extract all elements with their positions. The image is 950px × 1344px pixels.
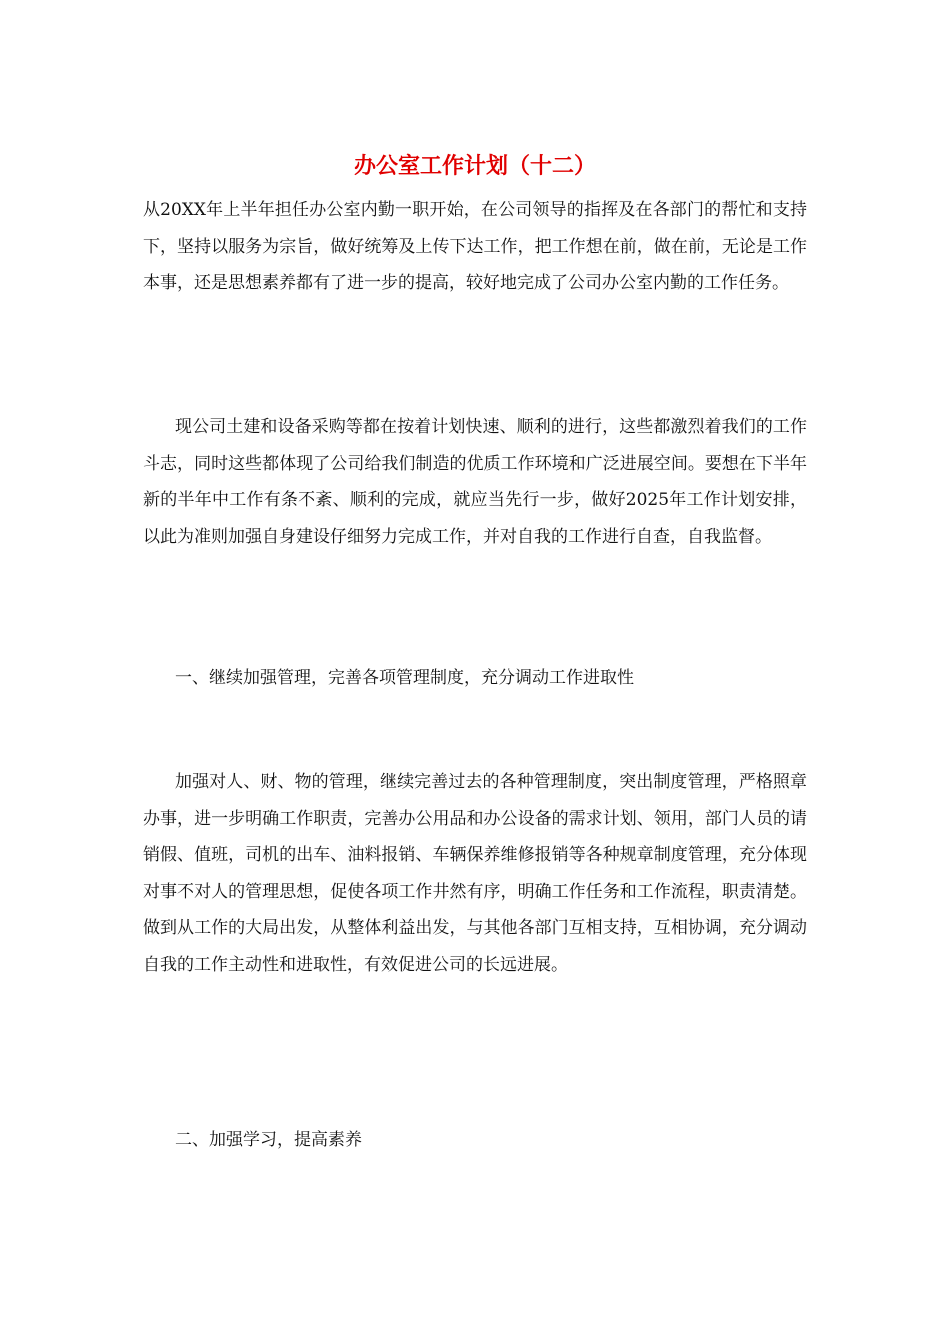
paragraph-management: 加强对人、财、物的管理，继续完善过去的各种管理制度，突出制度管理，严格照章办事，进一步明确工作职责，完善办公用品和办公设备的需求计划、领用，部门人员的请销假、值班，司机的出车、油料报销、车辆保养维修报销等各种规章制度管理，充分体现对事不对人的管理思想，促使各项工作井然有序，明确工作任务和工作流程，职责清楚。做到从工作的大局出发，从整体利益出发，与其他各部门互相支持，互相协调，充分调动自我的工作主动性和进取性，有效促进公司的长远进展。 — [143, 772, 807, 975]
section-heading-1: 一、继续加强管理，完善各项管理制度，充分调动工作进取性 — [175, 668, 634, 688]
document-title: 办公室工作计划（十二） — [353, 153, 596, 179]
paragraph-intro: 从20XX年上半年担任办公室内勤一职开始，在公司领导的指挥及在各部门的帮忙和支持下，坚持以服务为宗旨，做好统筹及上传下达工作，把工作想在前，做在前，无论是工作本事，还是思想素养都有了进一步的提高，较好地完成了公司办公室内勤的工作任务。 — [143, 200, 807, 293]
section-heading-2: 二、加强学习，提高素养 — [175, 1130, 362, 1150]
paragraph-current-situation: 现公司土建和设备采购等都在按着计划快速、顺利的进行，这些都激烈着我们的工作斗志，同时这些都体现了公司给我们制造的优质工作环境和广泛进展空间。要想在下半年新的半年中工作有条不紊、顺利的完成，就应当先行一步，做好2025年工作计划安排，以此为准则加强自身建设仔细努力完成工作，并对自我的工作进行自查，自我监督。 — [143, 417, 807, 547]
